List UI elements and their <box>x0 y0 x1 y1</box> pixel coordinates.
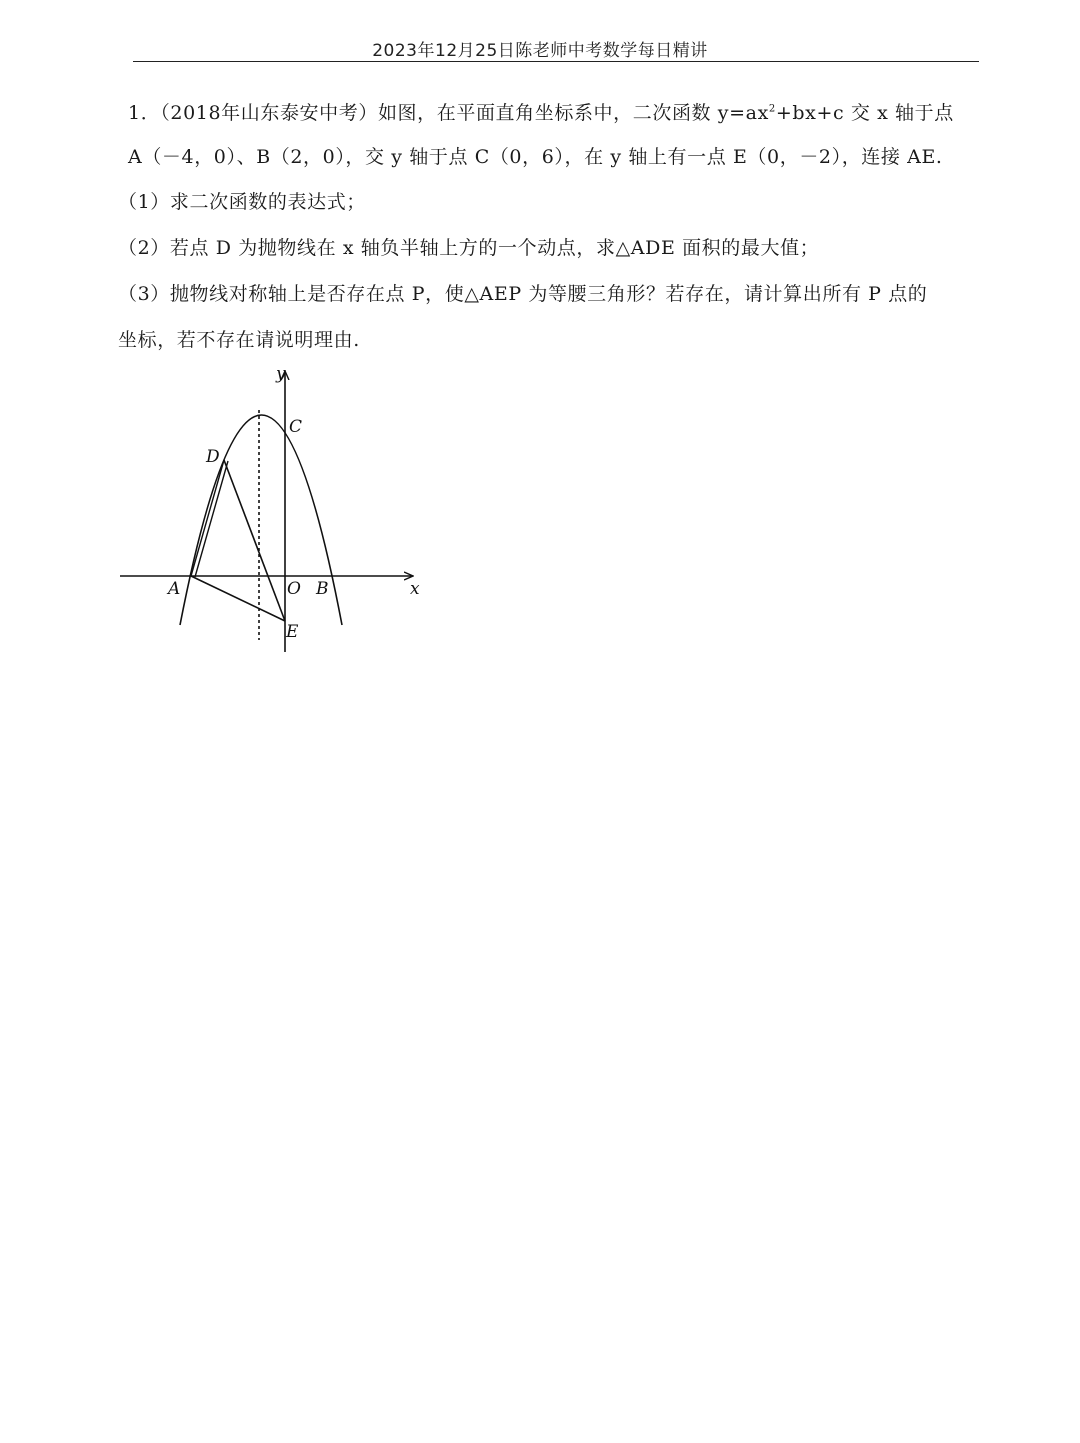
segment-AD-outer <box>191 460 224 576</box>
exponent-2: 2 <box>768 103 776 115</box>
segment-AD-inner <box>195 461 228 577</box>
problem-statement-line-1 <box>128 100 954 126</box>
header-divider <box>133 61 979 62</box>
label-y: y <box>276 364 286 384</box>
label-C: C <box>289 417 303 437</box>
label-x: x <box>410 579 420 599</box>
label-B: B <box>316 579 329 599</box>
problem-text-1a: 1．（2018年山东泰安中考）如图，在平面直角坐标系中，二次函数 y=ax <box>128 102 769 124</box>
figure-svg <box>110 360 430 660</box>
label-O: O <box>287 579 301 599</box>
question-3-line-2: 坐标，若不存在请说明理由. <box>118 329 360 351</box>
coordinate-figure <box>110 360 430 660</box>
question-3-line-1: （3）抛物线对称轴上是否存在点 P，使△AEP 为等腰三角形？若存在，请计算出所有 P 点的 <box>118 283 928 305</box>
problem-statement-line-2: A（－4，0）、B（2，0），交 y 轴于点 C（0，6），在 y 轴上有一点 E（0，－2），连接 AE. <box>128 146 943 168</box>
question-1: （1）求二次函数的表达式； <box>118 191 366 213</box>
problem-text-1b: +bx+c 交 x 轴于点 <box>775 102 954 124</box>
page-header: 2023年12月25日陈老师中考数学每日精讲 <box>372 41 708 61</box>
label-A: A <box>168 579 181 599</box>
question-2: （2）若点 D 为抛物线在 x 轴负半轴上方的一个动点，求△ADE 面积的最大值； <box>118 237 820 259</box>
label-D: D <box>206 447 220 467</box>
label-E: E <box>286 622 299 642</box>
